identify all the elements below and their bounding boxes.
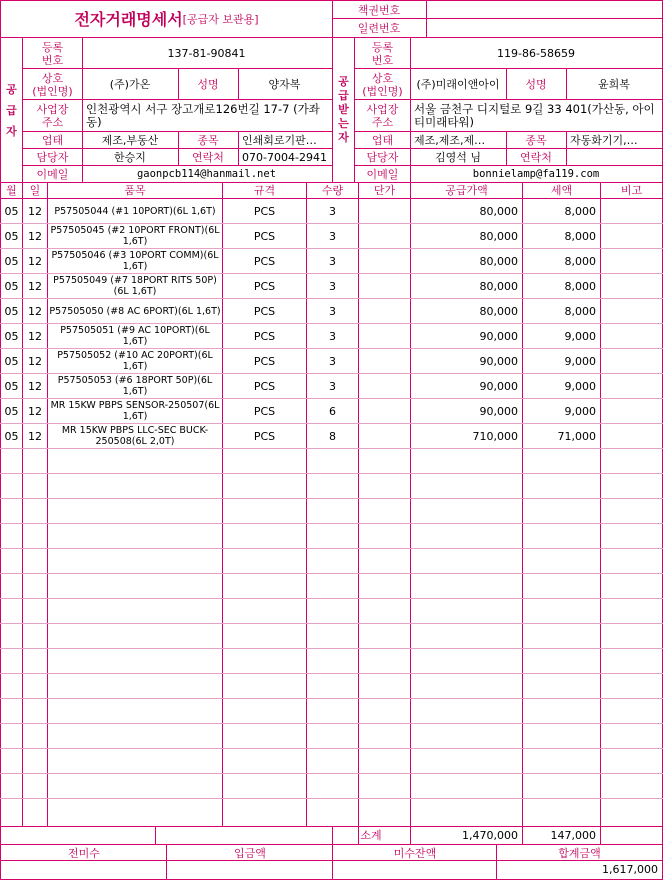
column-header: 일 <box>29 184 41 197</box>
cell-day: 12 <box>28 429 42 443</box>
receiver-reg-no: 119-86-58659 <box>497 47 575 60</box>
prev-balance-value <box>1 861 167 878</box>
cell-spec: PCS <box>253 254 276 268</box>
supplier-email-label: 이메일 <box>36 167 69 181</box>
remaining-label: 미수잔액 <box>393 846 437 860</box>
cell-day: 12 <box>28 304 42 318</box>
cell-month: 05 <box>4 429 19 443</box>
cell-spec: PCS <box>253 354 276 368</box>
receiver-rep: 윤희복 <box>598 78 630 91</box>
cell-tax: 8,000 <box>564 229 596 243</box>
cell-price <box>359 424 410 448</box>
side-char: 공 <box>6 82 17 96</box>
receiver-reg-label: 등록 번호 <box>371 40 394 67</box>
column-header: 품목 <box>124 184 146 197</box>
cell-day: 12 <box>28 404 42 418</box>
cell-tax: 71,000 <box>557 429 596 443</box>
cell-note <box>601 224 662 248</box>
supplier-rep: 양자복 <box>268 78 301 91</box>
cell-spec: PCS <box>253 304 276 318</box>
cell-spec: PCS <box>253 379 276 393</box>
cell-spec: PCS <box>253 204 276 218</box>
cell-price <box>359 224 410 248</box>
supplier-addr-label: 사업장 주소 <box>36 103 69 129</box>
cell-note <box>601 424 662 448</box>
cell-note <box>601 199 662 223</box>
grid-line <box>0 698 663 699</box>
cell-spec: PCS <box>253 279 276 293</box>
cell-qty: 3 <box>329 329 336 343</box>
supplier-biz: 제조,부동산 <box>101 134 159 147</box>
book-no-label: 책권번호 <box>357 3 401 17</box>
cell-supply: 80,000 <box>479 229 518 243</box>
cell-price <box>359 274 410 298</box>
cell-supply: 90,000 <box>479 404 518 418</box>
grid-line <box>0 723 663 724</box>
supplier-side-label <box>1 38 22 182</box>
cell-supply: 80,000 <box>479 204 518 218</box>
grid-line <box>0 473 663 474</box>
cell-spec: PCS <box>253 404 276 418</box>
cell-qty: 3 <box>329 254 336 268</box>
receiver-addr: 서울 금천구 디지털로 9길 33 401(가산동, 아이티미래타워) <box>414 102 655 129</box>
column-header: 수량 <box>321 184 344 197</box>
supplier-person: 한승지 <box>114 151 146 164</box>
column-header: 공급가액 <box>445 184 488 197</box>
cell-month: 05 <box>4 204 19 218</box>
grid-line <box>0 798 663 799</box>
grid-line <box>0 879 663 880</box>
cell-item: P57505046 (#3 10PORT COMM)(6L 1,6T) <box>51 250 219 272</box>
cell-item: MR 15KW PBPS SENSOR-250507(6L 1,6T) <box>50 400 220 422</box>
cell-month: 05 <box>4 229 19 243</box>
serial-no-value <box>426 19 662 37</box>
supplier-name-label: 상호 (법인명) <box>32 71 73 98</box>
title-text: 전자거래명세서 <box>74 10 183 29</box>
grid-line <box>600 826 601 845</box>
cell-day: 12 <box>28 229 42 243</box>
cell-supply: 90,000 <box>479 354 518 368</box>
cell-note <box>601 274 662 298</box>
cell-month: 05 <box>4 379 19 393</box>
cell-month: 05 <box>4 404 19 418</box>
cell-spec: PCS <box>253 229 276 243</box>
supplier-item: 인쇄회로기판… <box>242 134 317 147</box>
cell-item: P57505050 (#8 AC 6PORT)(6L 1,6T) <box>49 305 221 317</box>
side-char: 공 <box>338 75 349 88</box>
receiver-addr-label: 사업장 주소 <box>366 103 399 129</box>
side-char: 자 <box>6 124 17 138</box>
column-header: 단가 <box>373 184 396 197</box>
cell-supply: 80,000 <box>479 254 518 268</box>
total-value: 1,617,000 <box>602 863 658 876</box>
cell-spec: PCS <box>253 329 276 343</box>
grid-line <box>0 748 663 749</box>
cell-day: 12 <box>28 354 42 368</box>
cell-month: 05 <box>4 304 19 318</box>
supplier-biz-label: 업태 <box>41 134 64 147</box>
cell-supply: 90,000 <box>479 379 518 393</box>
receiver-person: 김영석 님 <box>434 151 481 164</box>
grid-line <box>0 648 663 649</box>
grid-line <box>0 523 663 524</box>
paid-value <box>167 861 333 878</box>
receiver-item: 자동화기기,… <box>570 134 638 147</box>
supplier-reg-no: 137-81-90841 <box>167 47 246 60</box>
subtotal-tax: 147,000 <box>550 829 596 842</box>
prev-balance-label: 전미수 <box>68 846 100 860</box>
cell-day: 12 <box>28 204 42 218</box>
supplier-rep-label: 성명 <box>197 78 219 91</box>
receiver-biz: 제조,제조,제… <box>414 134 486 147</box>
cell-note <box>601 374 662 398</box>
side-char: 는 <box>338 117 349 130</box>
grid-line <box>0 673 663 674</box>
side-char: 자 <box>338 131 349 144</box>
cell-qty: 3 <box>329 229 336 243</box>
grid-line <box>0 498 663 499</box>
supplier-item-label: 종목 <box>197 134 219 147</box>
cell-day: 12 <box>28 279 42 293</box>
cell-tax: 8,000 <box>564 279 596 293</box>
column-header: 비고 <box>620 184 643 197</box>
cell-item: MR 15KW PBPS LLC-SEC BUCK-250508(6L 2,0T) <box>61 425 209 447</box>
cell-tax: 8,000 <box>564 304 596 318</box>
cell-price <box>359 324 410 348</box>
receiver-side-label <box>333 38 354 182</box>
receiver-contact-label: 연락처 <box>520 151 552 164</box>
cell-qty: 3 <box>329 204 336 218</box>
book-no-value <box>426 1 662 19</box>
column-header: 월 <box>6 184 17 197</box>
cell-supply: 80,000 <box>479 279 518 293</box>
cell-price <box>359 399 410 423</box>
cell-item: P57505053 (#6 18PORT 50P)(6L 1,6T) <box>57 375 213 397</box>
cell-note <box>601 399 662 423</box>
cell-supply: 710,000 <box>472 429 518 443</box>
receiver-name: (주)미래이앤아이 <box>416 78 500 91</box>
total-label: 합계금액 <box>558 846 601 860</box>
document-title <box>1 1 332 36</box>
grid-line <box>0 548 663 549</box>
paid-label: 입금액 <box>234 846 266 860</box>
supplier-addr: 인천광역시 서구 장고개로126번길 17-7 (가좌동) <box>86 102 320 129</box>
cell-day: 12 <box>28 254 42 268</box>
cell-item: P57505052 (#10 AC 20PORT)(6L 1,6T) <box>57 350 213 372</box>
cell-item: P57505044 (#1 10PORT)(6L 1,6T) <box>54 205 216 217</box>
supplier-email: gaonpcb114@hanmail.net <box>136 167 277 180</box>
side-char: 급 <box>6 103 17 117</box>
supplier-name: (주)가온 <box>109 78 151 91</box>
cell-month: 05 <box>4 279 19 293</box>
cell-note <box>601 324 662 348</box>
cell-qty: 8 <box>329 429 336 443</box>
cell-tax: 8,000 <box>564 204 596 218</box>
grid-line <box>0 573 663 574</box>
cell-qty: 3 <box>329 279 336 293</box>
serial-no-label: 일련번호 <box>357 21 401 35</box>
cell-price <box>359 299 410 323</box>
column-header: 세액 <box>550 184 573 197</box>
cell-qty: 6 <box>329 404 336 418</box>
cell-note <box>601 349 662 373</box>
receiver-biz-label: 업태 <box>371 134 394 147</box>
receiver-contact <box>566 149 662 166</box>
grid-line <box>0 448 663 449</box>
cell-spec: PCS <box>253 429 276 443</box>
cell-item: P57505051 (#9 AC 10PORT)(6L 1,6T) <box>60 325 210 347</box>
cell-price <box>359 349 410 373</box>
cell-tax: 9,000 <box>564 354 596 368</box>
side-char: 급 <box>338 89 349 102</box>
remaining-value <box>333 861 497 878</box>
grid-line <box>155 826 156 845</box>
cell-tax: 9,000 <box>564 329 596 343</box>
grid-line <box>0 773 663 774</box>
cell-price <box>359 249 410 273</box>
receiver-person-label: 담당자 <box>366 151 399 164</box>
cell-tax: 9,000 <box>564 379 596 393</box>
cell-note <box>601 249 662 273</box>
supplier-contact-label: 연락처 <box>192 151 224 164</box>
cell-qty: 3 <box>329 354 336 368</box>
cell-tax: 8,000 <box>564 254 596 268</box>
cell-supply: 90,000 <box>479 329 518 343</box>
supplier-person-label: 담당자 <box>36 151 69 164</box>
cell-tax: 9,000 <box>564 404 596 418</box>
cell-item: P57505049 (#7 18PORT RITS 50P)(6L 1,6T) <box>53 275 217 297</box>
side-char: 받 <box>338 103 349 116</box>
receiver-email-label: 이메일 <box>366 167 399 181</box>
cell-day: 12 <box>28 379 42 393</box>
cell-qty: 3 <box>329 304 336 318</box>
supplier-reg-label: 등록 번호 <box>41 40 64 67</box>
supplier-contact: 070-7004-2941 <box>242 151 327 164</box>
cell-qty: 3 <box>329 379 336 393</box>
receiver-name-label: 상호 (법인명) <box>362 71 403 98</box>
title-subtitle: [공급자 보관용] <box>182 12 259 26</box>
cell-note <box>601 299 662 323</box>
cell-supply: 80,000 <box>479 304 518 318</box>
cell-month: 05 <box>4 354 19 368</box>
receiver-rep-label: 성명 <box>525 78 547 91</box>
grid-line <box>0 598 663 599</box>
cell-day: 12 <box>28 329 42 343</box>
receiver-email: bonnielamp@fa119.com <box>472 167 600 180</box>
cell-price <box>359 199 410 223</box>
receiver-item-label: 종목 <box>525 134 547 147</box>
grid-line <box>0 623 663 624</box>
subtotal-supply: 1,470,000 <box>462 829 518 842</box>
cell-item: P57505045 (#2 10PORT FRONT)(6L 1,6T) <box>50 225 220 247</box>
cell-price <box>359 374 410 398</box>
subtotal-label: 소계 <box>360 829 382 842</box>
cell-month: 05 <box>4 254 19 268</box>
cell-month: 05 <box>4 329 19 343</box>
column-header: 규격 <box>253 184 276 197</box>
